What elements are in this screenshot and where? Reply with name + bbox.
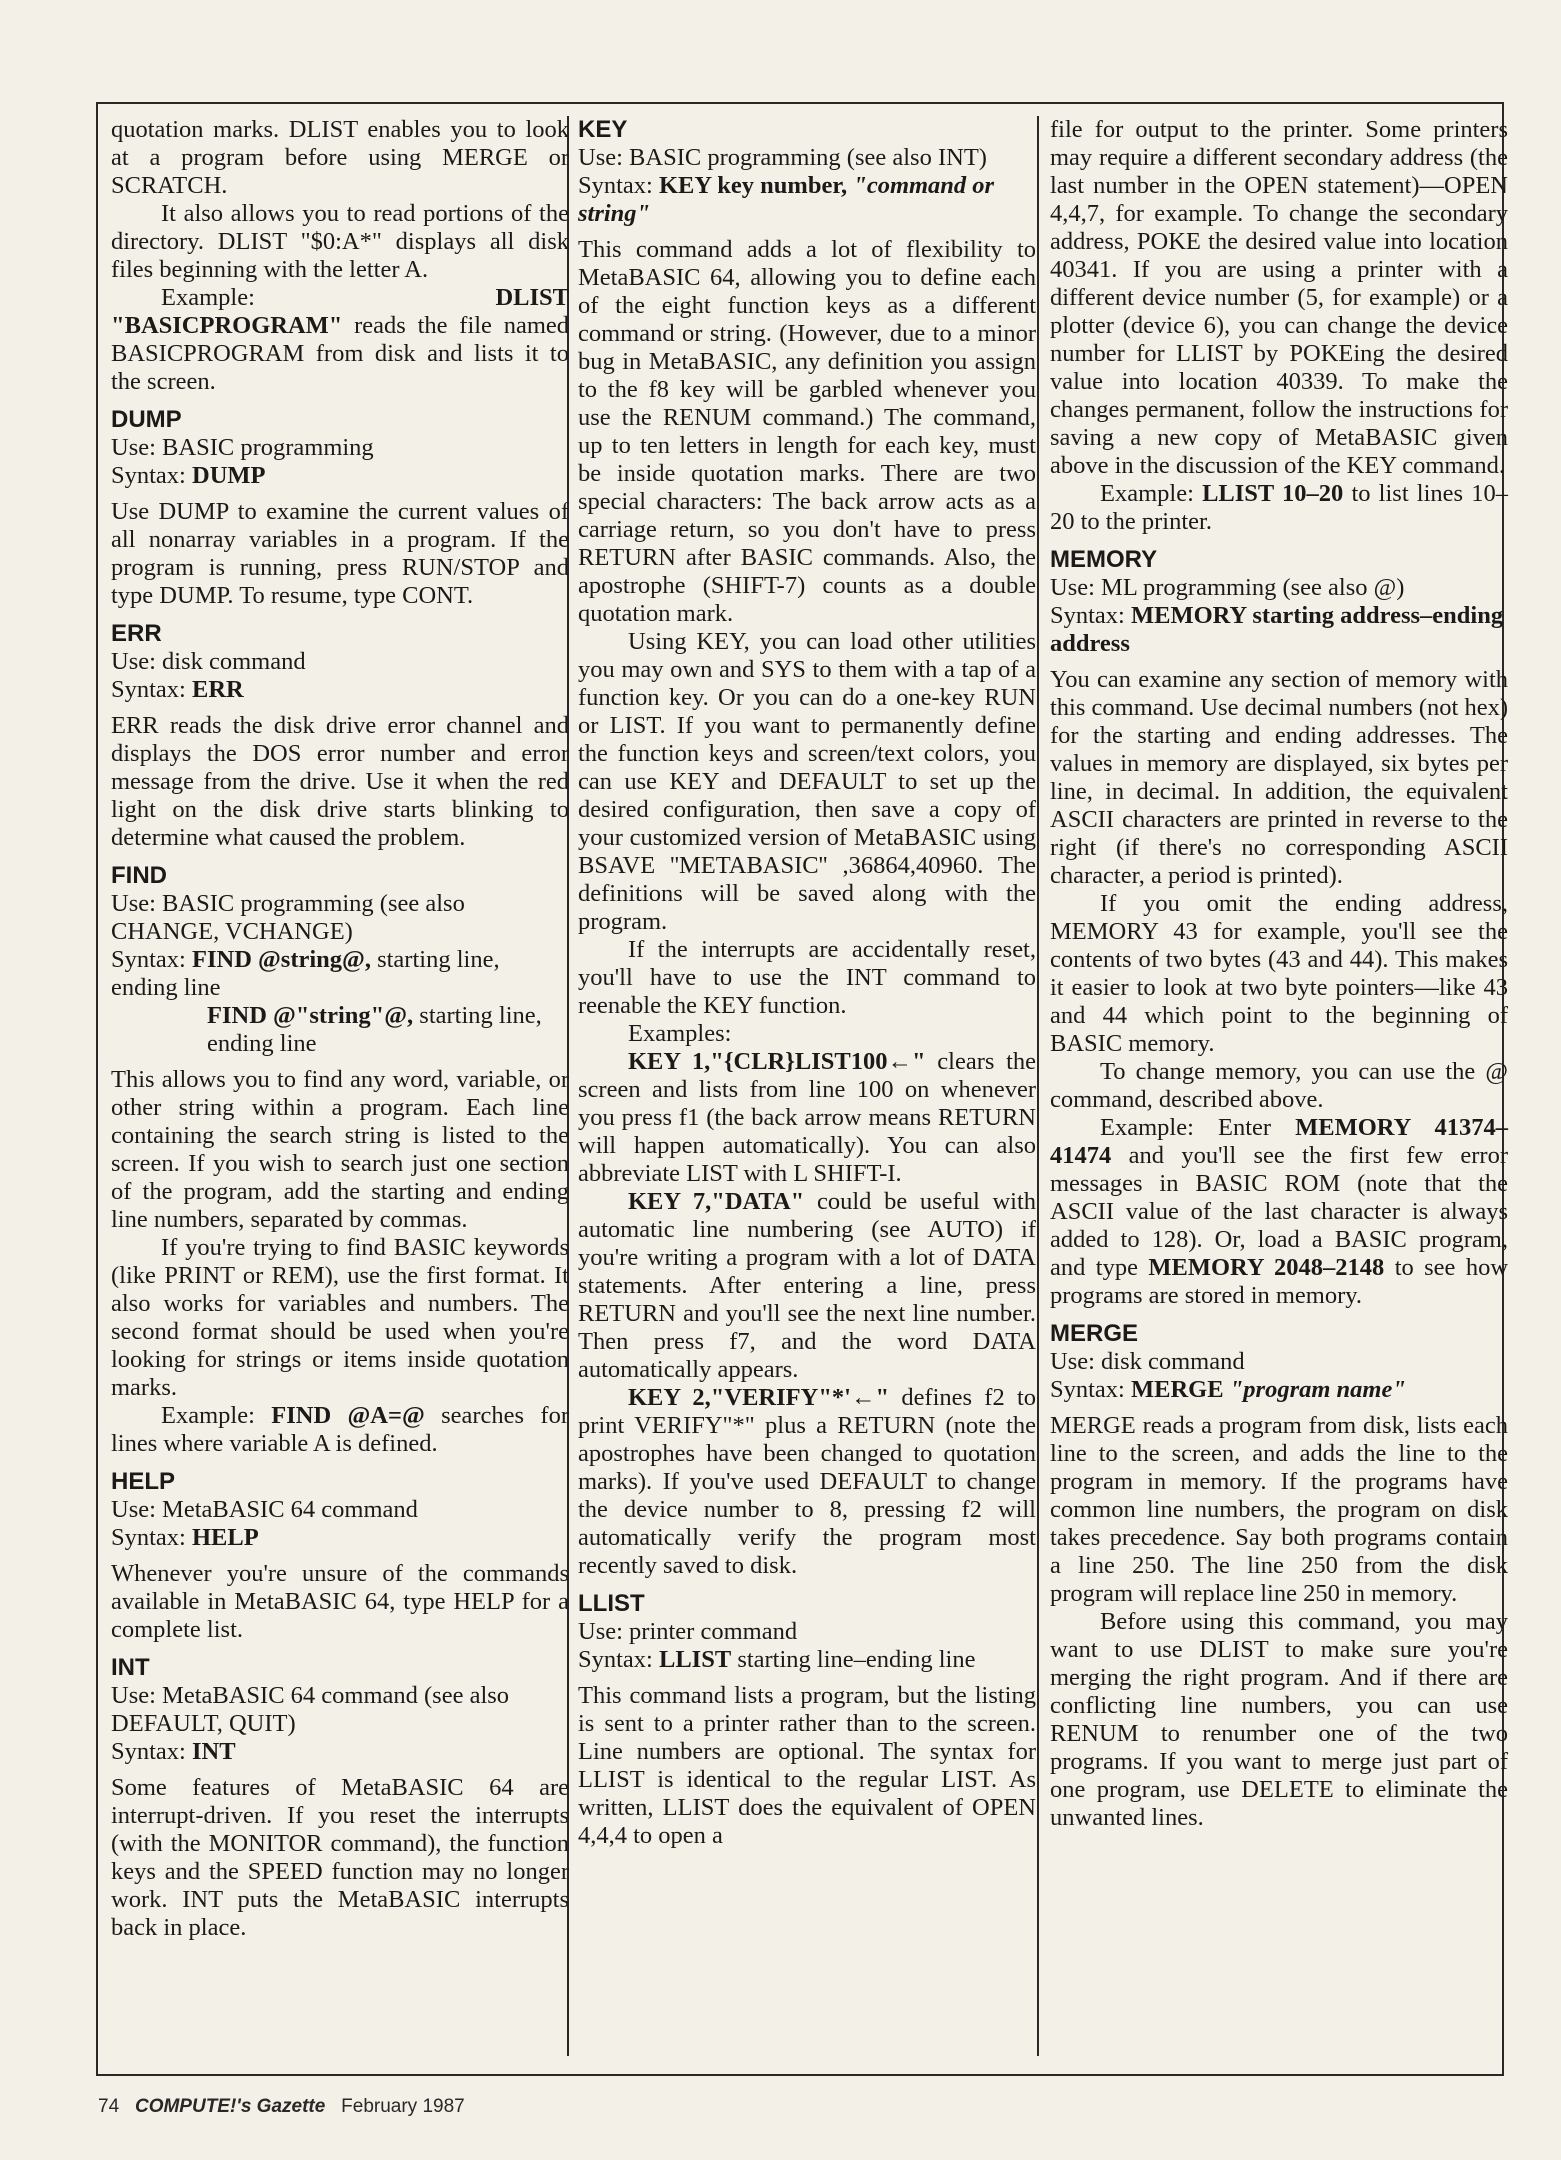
example: Example: LLIST 10–20 to list lines 10–20 to the printer. [1050,480,1509,535]
example: KEY 7,"DATA" could be useful with automatic line numbering (see AUTO) if you're writing a program with a lot of DATA statements. After entering a line, press RETURN and you'll see the next line number. Then press f7, and the word DATA automatically appears. [578,1188,1037,1383]
magazine-name: COMPUTE!'s Gazette [134,2096,326,2117]
examples-label: Examples: [628,1020,732,1047]
entry-use: Use: BASIC programming (see also CHANGE, VCHANGE) [111,890,465,945]
entry-description: Before using this command, you may want to use DLIST to make sure you're merging the right program. And if there are conflicting line numbers, you can use RENUM to renumber one of the two programs. If you want to merge just part of one program, use DELETE to eliminate the unwanted lines. [1050,1608,1508,1831]
entry-heading: LLIST [578,1590,645,1617]
issue-date: February 1987 [341,2096,465,2117]
entry-memory [1050,546,1508,1310]
entry-syntax: Syntax: LLIST starting line–ending line [578,1646,976,1673]
example: Example: Enter MEMORY 41374–41474 and you'll see the first few error messages in BASIC ROM (note that the ASCII value of the last character is always added to 128). Or, load a BASIC program, and type MEMORY 2048–2148 to see how programs are stored in memory. [1050,1114,1509,1309]
entry-syntax-alt: FIND @"string"@, starting line, ending line [207,1002,542,1057]
entry-use: Use: MetaBASIC 64 command (see also DEFAULT, QUIT) [111,1682,510,1737]
entry-key [578,116,1036,1580]
column-3 [1050,116,1508,1832]
entry-description: To change memory, you can use the @ command, described above. [1050,1058,1508,1113]
column-2 [578,116,1036,1850]
entry-use: Use: disk command [1050,1348,1245,1375]
example: KEY 2,"VERIFY"*'←" defines f2 to print VERIFY"*" plus a RETURN (note the apostrophes have been changed to quotation marks). If you've used DEFAULT to change the device number to 8, pressing f2 will automatically verify the program most recently saved to disk. [578,1384,1036,1579]
entry-syntax: Syntax: FIND @string@, starting line, ending line [111,946,500,1001]
entry-description: If you're trying to find BASIC keywords (like PRINT or REM), use the first format. It also works for variables and numbers. The second format should be used when you're looking for strings or items inside quotation marks. [111,1234,569,1401]
entry-description: Use DUMP to examine the current values of all nonarray variables in a program. If the program is running, press RUN/STOP and type DUMP. To resume, type CONT. [111,498,569,609]
entry-description: This command adds a lot of flexibility to MetaBASIC 64, allowing you to define each of the eight function keys as a different command or string. (However, due to a minor bug in MetaBASIC, any definition you assign to the f8 key will be garbled whenever you use the RENUM command.) The command, up to ten letters in length for each key, must be inside quotation marks. There are two special characters: The back arrow acts as a carriage return, so you don't have to press RETURN after BASIC commands. Also, the apostrophe (SHIFT-7) counts as a double quotation mark. [578,236,1036,627]
entry-syntax: Syntax: INT [111,1738,236,1765]
entry-heading: FIND [111,862,167,889]
entry-dump [111,406,569,610]
paragraph: file for output to the printer. Some printers may require a different secondary address (the last number in the OPEN statement)—OPEN 4,4,7, for example. To change the secondary address, POKE the desired value into location 40341. If you are using a printer with a different device number (5, for example) or a plotter (device 6), you can change the device number for LLIST by POKEing the desired value into location 40339. To make the changes permanent, follow the instructions for saving a new copy of MetaBASIC given above in the discussion of the KEY command. [1050,116,1508,479]
entry-description: Using KEY, you can load other utilities you may own and SYS to them with a tap of a function key. Or you can do a one-key RUN or LIST. If you want to permanently define the function keys and screen/text colors, you can use KEY and DEFAULT to set up the desired configuration, then save a copy of your customized version of MetaBASIC using BSAVE ''METABASIC'' ,36864,40960. The definitions will be saved along with the program. [578,628,1036,935]
entry-description: If the interrupts are accidentally reset, you'll have to use the INT command to reenable the KEY function. [578,936,1036,1019]
entry-use: Use: BASIC programming (see also INT) [578,144,987,171]
entry-err [111,620,569,852]
entry-description: You can examine any section of memory with this command. Use decimal numbers (not hex) for the starting and ending addresses. The values in memory are displayed, six bytes per line, in decimal. In addition, the equivalent ASCII characters are printed in reverse to the right (if there's no corresponding ASCII character, a period is printed). [1050,666,1508,889]
page-number: 74 [98,2096,120,2117]
entry-use: Use: MetaBASIC 64 command [111,1496,418,1523]
entry-int [111,1654,569,1942]
entry-description: This command lists a program, but the listing is sent to a printer rather than to the screen. Line numbers are optional. The syntax for LLIST is identical to the regular LIST. As written, LLIST does the equivalent of OPEN 4,4,4 to open a [578,1682,1036,1849]
entry-use: Use: BASIC programming [111,434,374,461]
entry-use: Use: ML programming (see also @) [1050,574,1405,601]
entry-use: Use: printer command [578,1618,798,1645]
entry-heading: KEY [578,116,628,143]
entry-help [111,1468,569,1644]
example: KEY 1,"{CLR}LIST100←" clears the screen and lists from line 100 on whenever you press f1 (the back arrow means RETURN will happen automatically). You can also abbreviate LIST with L SHIFT-I. [578,1048,1037,1187]
example: Example: FIND @A=@ searches for lines where variable A is defined. [111,1402,569,1457]
entry-syntax: Syntax: DUMP [111,462,266,489]
entry-description: Some features of MetaBASIC 64 are interrupt-driven. If you reset the interrupts (with the MONITOR command), the function keys and the SPEED function may no longer work. INT puts the MetaBASIC interrupts back in place. [111,1774,569,1941]
entry-syntax: Syntax: KEY key number, "command or string" [578,172,995,227]
paragraph: It also allows you to read portions of the directory. DLIST "$0:A*" displays all disk files beginning with the letter A. [111,200,569,283]
entry-heading: MEMORY [1050,546,1158,573]
entry-description: If you omit the ending address, MEMORY 43 for example, you'll see the contents of two bytes (43 and 44). This makes it easier to look at two byte pointers—like 43 and 44 which point to the beginning of BASIC memory. [1050,890,1508,1057]
entry-syntax: Syntax: HELP [111,1524,259,1551]
entry-heading: HELP [111,1468,176,1495]
entry-description: This allows you to find any word, variable, or other string within a program. Each line containing the search string is listed to the screen. If you wish to search just one section of the program, add the starting and ending line numbers, separated by commas. [111,1066,569,1233]
page-footer [98,2096,465,2118]
entry-heading: INT [111,1654,150,1681]
entry-find [111,862,569,1458]
entry-heading: ERR [111,620,162,647]
entry-syntax: Syntax: ERR [111,676,244,703]
entry-syntax: Syntax: MEMORY starting address–ending address [1050,602,1504,657]
example: Example: DLIST "BASICPROGRAM" reads the file named BASICPROGRAM from disk and lists it to the screen. [111,284,570,395]
column-divider [1037,116,1039,2056]
entry-syntax: Syntax: MERGE "program name" [1050,1376,1406,1403]
entry-use: Use: disk command [111,648,306,675]
entry-description: Whenever you're unsure of the commands available in MetaBASIC 64, type HELP for a complete list. [111,1560,569,1643]
column-1 [111,116,569,1942]
entry-description: ERR reads the disk drive error channel and displays the DOS error number and error message from the drive. Use it when the red light on the disk drive starts blinking to determine what caused the problem. [111,712,569,851]
entry-llist [578,1590,1036,1850]
entry-merge [1050,1320,1508,1832]
paragraph: quotation marks. DLIST enables you to look at a program before using MERGE or SCRATCH. [111,116,569,199]
entry-heading: DUMP [111,406,182,433]
entry-description: MERGE reads a program from disk, lists each line to the screen, and adds the line to the program in memory. If the programs have common line numbers, the program on disk takes precedence. Say both programs contain a line 250. The line 250 from the disk program will replace line 250 in memory. [1050,1412,1508,1607]
entry-heading: MERGE [1050,1320,1139,1347]
